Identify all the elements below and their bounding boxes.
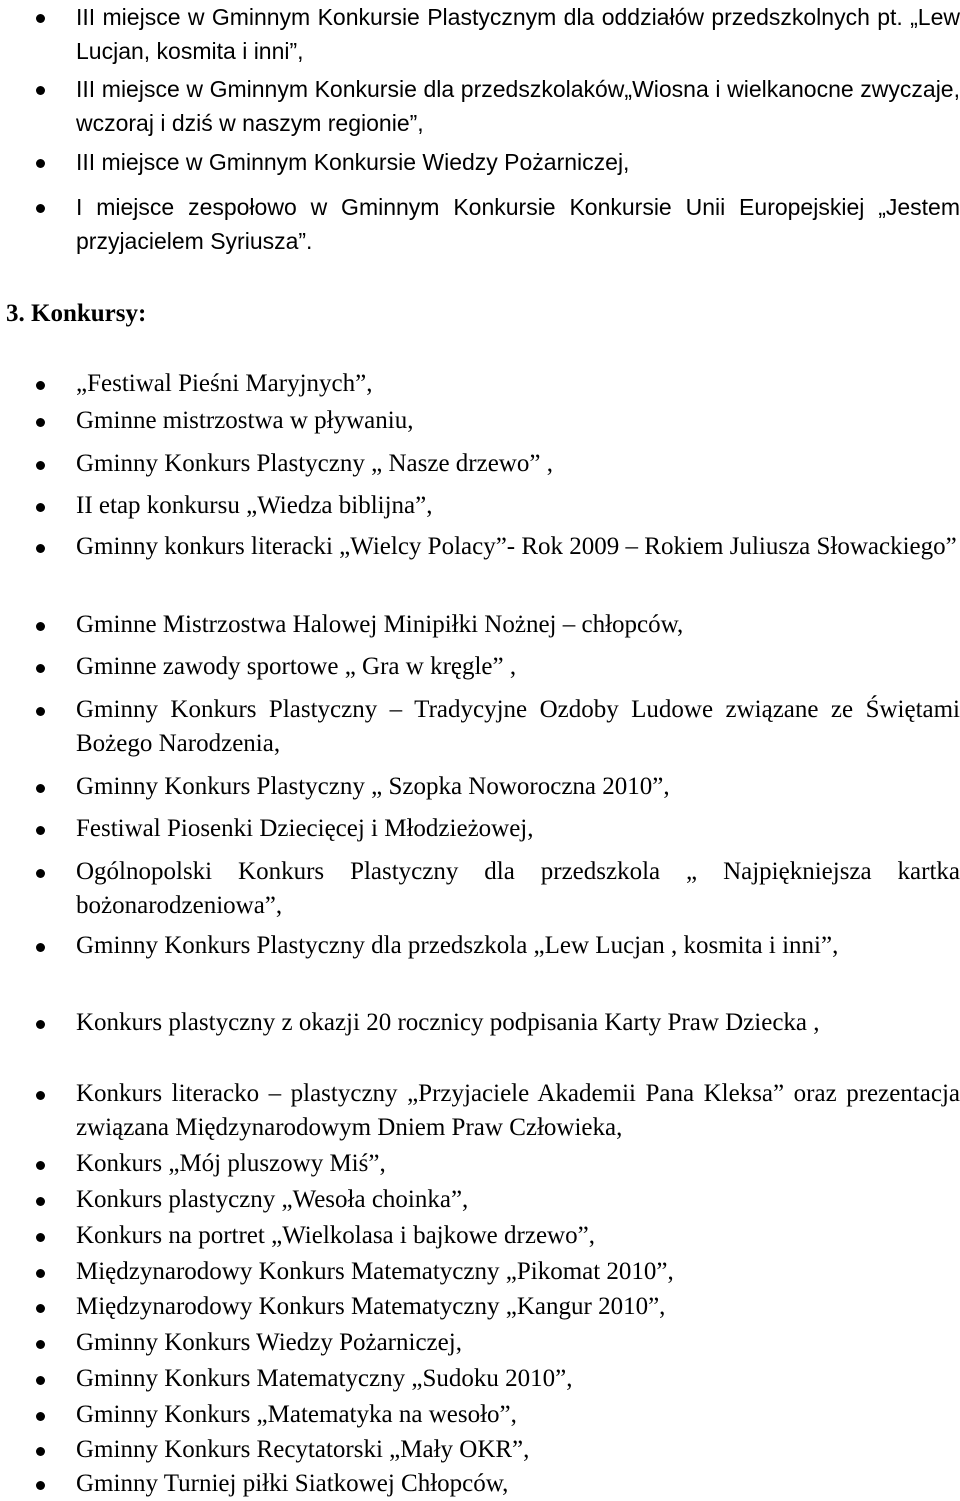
list-item	[76, 1467, 960, 1501]
list-item-text: III miejsce w Gminnym Konkursie Plastycznym dla oddziałów przedszkolnych pt. „Lew Lucjan, kosmita i inni”,	[76, 4, 960, 64]
list-item	[76, 1398, 960, 1432]
list-item-text: Konkurs plastyczny z okazji 20 rocznicy podpisania Karty Praw Dziecka ,	[76, 1009, 820, 1036]
list-item	[76, 929, 960, 963]
list-item	[76, 855, 960, 923]
bullet-icon	[36, 1020, 45, 1029]
bullet-icon	[36, 1376, 45, 1385]
list-item-text: Gminny Konkurs Plastyczny dla przedszkola „Lew Lucjan , kosmita i inni”,	[76, 932, 839, 959]
bullet-icon	[36, 503, 45, 512]
bullet-icon	[36, 461, 45, 470]
list-item-text: I miejsce zespołowo w Gminnym Konkursie Konkursie Unii Europejskiej „Jestem przyjacielem Syriusza”.	[76, 194, 960, 254]
list-item	[76, 608, 960, 642]
bullet-icon	[36, 381, 45, 390]
list-item-text: Międzynarodowy Konkurs Matematyczny „Pikomat 2010”,	[76, 1258, 674, 1285]
list-item	[76, 812, 960, 846]
list-item-text: „Festiwal Pieśni Maryjnych”,	[76, 370, 373, 397]
list-item	[76, 489, 960, 523]
bullet-icon	[36, 1412, 45, 1421]
list-item-text: Gminny Konkurs Recytatorski „Mały OKR”,	[76, 1436, 530, 1463]
list-item	[76, 1219, 960, 1253]
bullet-icon	[36, 1481, 45, 1490]
bullet-icon	[36, 622, 45, 631]
list-item-text: III miejsce w Gminnym Konkursie Wiedzy Pożarniczej,	[76, 149, 630, 175]
bullet-icon	[36, 159, 45, 168]
list-item-text: Gminny Konkurs „Matematyka na wesoło”,	[76, 1401, 517, 1428]
bullet-icon	[36, 418, 45, 427]
list-item-text: II etap konkursu „Wiedza biblijna”,	[76, 492, 433, 519]
bullet-icon	[36, 86, 45, 95]
section-heading: 3. Konkursy:	[6, 300, 147, 327]
bullet-icon	[36, 1340, 45, 1349]
bullet-icon	[36, 707, 45, 716]
list-item	[76, 770, 960, 804]
bullet-icon	[36, 664, 45, 673]
list-item	[76, 447, 960, 481]
list-item	[76, 190, 960, 258]
list-item-text: Gminny Konkurs Plastyczny „ Nasze drzewo” ,	[76, 450, 553, 477]
bullet-icon	[36, 1447, 45, 1456]
list-item	[76, 72, 960, 140]
bullet-icon	[36, 943, 45, 952]
list-item-text: Konkurs „Mój pluszowy Miś”,	[76, 1150, 386, 1177]
list-item	[76, 1255, 960, 1289]
list-item-text: Gminny Konkurs Plastyczny „ Szopka Noworoczna 2010”,	[76, 773, 670, 800]
bullet-icon	[36, 1269, 45, 1278]
list-item	[76, 693, 960, 761]
list-item-text: Gminny konkurs literacki „Wielcy Polacy”- Rok 2009 – Rokiem Juliusza Słowackiego”	[76, 533, 957, 560]
bullet-icon	[36, 1161, 45, 1170]
list-item-text: Gminny Konkurs Matematyczny „Sudoku 2010”,	[76, 1365, 573, 1392]
list-item	[76, 1147, 960, 1181]
list-item-text: Gminny Turniej piłki Siatkowej Chłopców,	[76, 1470, 509, 1497]
list-item	[76, 1006, 960, 1040]
list-item-text: Międzynarodowy Konkurs Matematyczny „Kangur 2010”,	[76, 1293, 666, 1320]
bullet-icon	[36, 826, 45, 835]
bullet-icon	[36, 1304, 45, 1313]
list-item-text: Ogólnopolski Konkurs Plastyczny dla przedszkola „ Najpiękniejsza kartka bożonarodzeniowa”,	[76, 858, 960, 919]
list-item-text: Konkurs na portret „Wielkolasa i bajkowe drzewo”,	[76, 1222, 595, 1249]
bullet-icon	[36, 544, 45, 553]
bullet-icon	[36, 1091, 45, 1100]
list-item	[76, 530, 960, 564]
list-item	[76, 1077, 960, 1145]
bullet-icon	[36, 1197, 45, 1206]
bullet-icon	[36, 784, 45, 793]
list-item	[76, 145, 960, 179]
list-item	[76, 1326, 960, 1360]
list-item	[76, 0, 960, 68]
bullet-icon	[36, 204, 45, 213]
bullet-icon	[36, 869, 45, 878]
list-item-text: Gminne zawody sportowe „ Gra w kręgle” ,	[76, 653, 517, 680]
list-item-text: Festiwal Piosenki Dziecięcej i Młodzieżowej,	[76, 815, 534, 842]
list-item-text: Konkurs plastyczny „Wesoła choinka”,	[76, 1186, 469, 1213]
bullet-icon	[36, 14, 45, 23]
list-item	[76, 1362, 960, 1396]
list-item-text: Gminne Mistrzostwa Halowej Minipiłki Nożnej – chłopców,	[76, 611, 684, 638]
list-item-text: Konkurs literacko – plastyczny „Przyjaciele Akademii Pana Kleksa” oraz prezentacja związana Międzynarodowym Dniem Praw Człowieka,	[76, 1080, 960, 1141]
list-item-text: Gminny Konkurs Plastyczny – Tradycyjne Ozdoby Ludowe związane ze Świętami Bożego Narodzenia,	[76, 696, 960, 757]
list-item	[76, 1183, 960, 1217]
bullet-icon	[36, 1233, 45, 1242]
list-item	[76, 650, 960, 684]
list-item-text: Gminne mistrzostwa w pływaniu,	[76, 407, 414, 434]
list-item	[76, 1433, 960, 1467]
list-item	[76, 404, 960, 438]
list-item-text: III miejsce w Gminnym Konkursie dla przedszkolaków„Wiosna i wielkanocne zwyczaje, wczoraj i dziś w naszym regionie”,	[76, 76, 960, 136]
list-item-text: Gminny Konkurs Wiedzy Pożarniczej,	[76, 1329, 462, 1356]
list-item	[76, 367, 960, 401]
list-item	[76, 1290, 960, 1324]
